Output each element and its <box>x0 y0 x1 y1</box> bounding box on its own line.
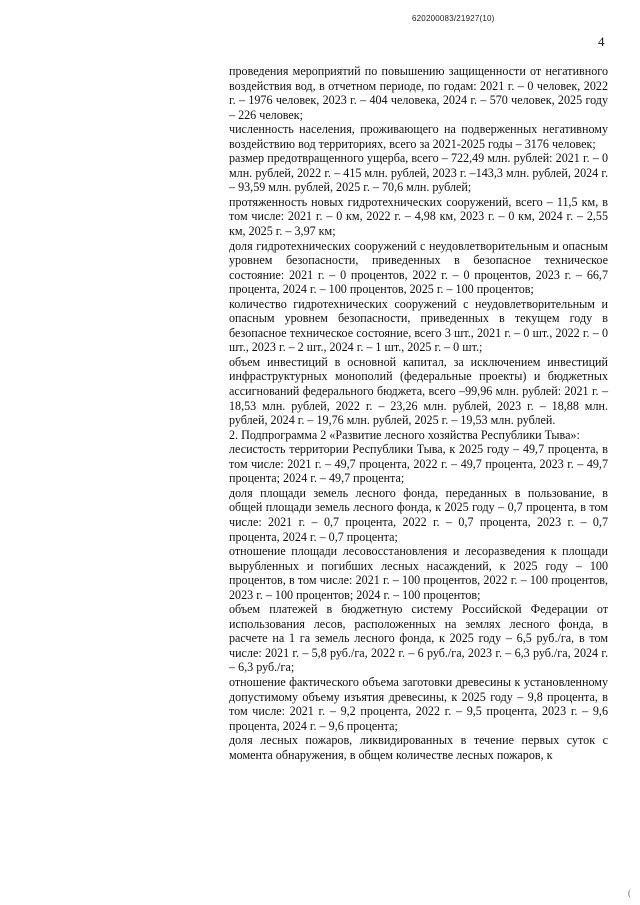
paragraph-1: проведения мероприятий по повышению защищенности от негативного воздействия вод, в отчетном периоде, по годам: 2021 г. – 0 человек, 2022 г. – 1976 человек, 2023 г. – 404 человека, 2024 г. – 570 человек, 2025 году – 226 человек; <box>229 64 608 122</box>
paragraph-4: протяженность новых гидротехнических сооружений, всего – 11,5 км, в том числе: 2021 г. – 0 км, 2022 г. – 4,98 км, 2023 г. – 0 км, 2024 г. – 2,55 км, 2025 г. – 3,97 км; <box>229 194 608 239</box>
page-body <box>229 64 608 762</box>
scan-edge-mark: ( <box>628 888 631 898</box>
subprogram-heading: 2. Подпрограмма 2 «Развитие лесного хозяйства Республики Тыва»: <box>229 427 580 442</box>
paragraph-13: отношение фактического объема заготовки древесины к установленному допустимому объему изъятия древесины, к 2025 году – 9,8 процента, в том числе: 2021 г. – 9,2 процента, 2022 г. – 9,5 процента, 2023 г. – 9,6 процента, 2024 г. – 9,6 процента; <box>229 674 608 733</box>
paragraph-6: количество гидротехнических сооружений с неудовлетворительным и опасным уровнем безопасности, приведенных в текущем году в безопасное техническое состояние, всего 3 шт., 2021 г. – 0 шт., 2022 г. – 0 шт., 2023 г. – 2 шт., 2024 г. – 1 шт., 2025 г. – 0 шт.; <box>229 296 608 355</box>
paragraph-11: отношение площади лесовосстановления и лесоразведения к площади вырубленных и погибших лесных насаждений, к 2025 году – 100 процентов, в том числе: 2021 г. – 100 процентов, 2022 г. – 100 процентов, 2023 г. – 100 процентов; 2024 г. – 100 процентов; <box>229 544 608 602</box>
paragraph-7: объем инвестиций в основной капитал, за исключением инвестиций инфраструктурных монополий (федеральные проекты) и бюджетных ассигнований федерального бюджета, всего –99,96 млн. рублей: 2021 г. – 18,53 млн. рублей, 2022 г. – 23,26 млн. рублей, 2023 г. – 18,88 млн. рублей, 2024 г. – 19,76 млн. рублей, 2025 г. – 19,53 млн. рублей. <box>229 354 608 428</box>
paragraph-14: доля лесных пожаров, ликвидированных в течение первых суток с момента обнаружения, в общем количестве лесных пожаров, к <box>229 733 608 762</box>
paragraph-5: доля гидротехнических сооружений с неудовлетворительным и опасным уровнем безопасности, приведенных в безопасное техническое состояние: 2021 г. – 0 процентов, 2022 г. – 0 процентов, 2023 г. – 66,7 процента, 2024 г. – 100 процентов, 2025 г. – 100 процентов; <box>229 238 608 297</box>
paragraph-3: размер предотвращенного ущерба, всего – 722,49 млн. рублей: 2021 г. – 0 млн. рублей, 2022 г. – 415 млн. рублей, 2023 г. –143,3 млн. рублей, 2024 г. – 93,59 млн. рублей, 2025 г. – 70,6 млн. рублей; <box>229 151 608 195</box>
paragraph-9: лесистость территории Республики Тыва, к 2025 году – 49,7 процента, в том числе: 2021 г. – 49,7 процента, 2022 г. – 49,7 процента, 2023 г. – 49,7 процента; 2024 г. – 49,7 процента; <box>229 442 608 486</box>
document-id: 620200083/21927(10) <box>412 14 495 23</box>
paragraph-10: доля площади земель лесного фонда, переданных в пользование, в общей площади земель лесного фонда, к 2025 году – 0,7 процента, в том числе: 2021 г. – 0,7 процента, 2022 г. – 0,7 процента, 2023 г. – 0,7 процента, 2024 г. – 0,7 процента; <box>229 485 608 544</box>
paragraph-2: численность населения, проживающего на подверженных негативному воздействию вод территориях, всего за 2021-2025 годы – 3176 человек; <box>229 122 608 151</box>
page-number: 4 <box>598 34 605 49</box>
paragraph-12: объем платежей в бюджетную систему Российской Федерации от использования лесов, расположенных на землях лесного фонда, в расчете на 1 га земель лесного фонда, к 2025 году – 6,5 руб./га, в том числе: 2021 г. – 5,8 руб./га, 2022 г. – 6 руб./га, 2023 г. – 6,3 руб./га, 2024 г. – 6,3 руб./га; <box>229 602 608 675</box>
